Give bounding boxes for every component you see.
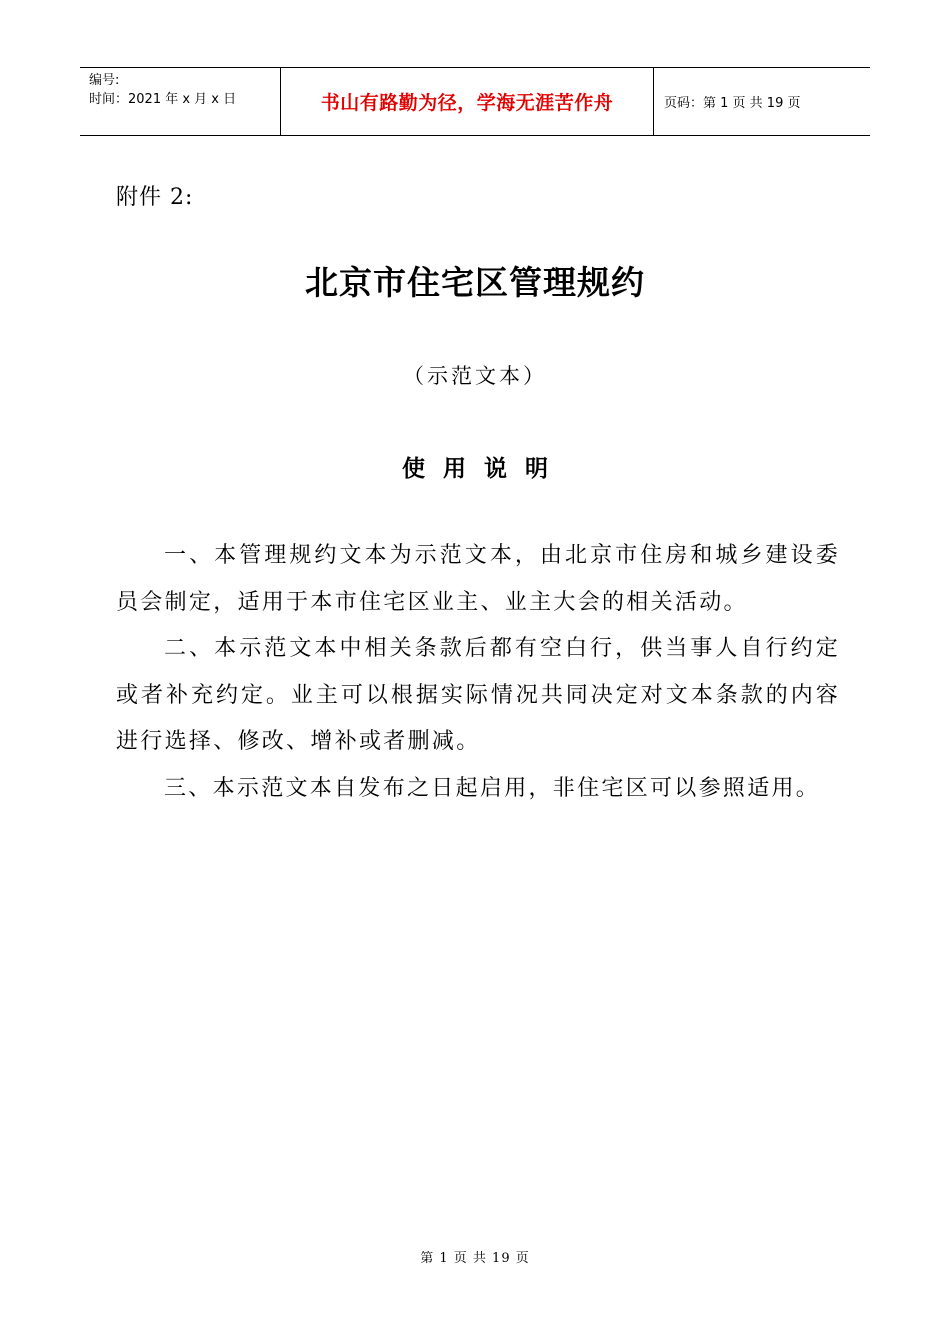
page-header bbox=[80, 67, 870, 136]
usage-paragraph-3: 三、本示范文本自发布之日起启用，非住宅区可以参照适用。 bbox=[164, 775, 821, 801]
usage-body bbox=[116, 533, 840, 812]
usage-heading: 使用说明 bbox=[402, 455, 566, 482]
usage-paragraph-2: 二、本示范文本中相关条款后都有空白行，供当事人自行约定或者补充约定。业主可以根据实际情况共同决定对文本条款的内容进行选择、修改、增补或者删减。 bbox=[116, 636, 840, 754]
header-motto: 书山有路勤为径，学海无涯苦作舟 bbox=[281, 68, 654, 135]
document-time-label: 时间：2021 年 x 月 x 日 bbox=[89, 92, 237, 107]
document-subtitle: （示范文本） bbox=[403, 364, 547, 388]
document-number-label: 编号: bbox=[89, 73, 120, 88]
header-meta bbox=[80, 68, 281, 135]
page-footer: 第 1 页 共 19 页 bbox=[420, 1251, 530, 1266]
document-title: 北京市住宅区管理规约 bbox=[305, 263, 645, 302]
header-page-info: 页码：第 1 页 共 19 页 bbox=[664, 96, 801, 111]
attachment-label: 附件 2: bbox=[116, 185, 194, 210]
usage-paragraph-1: 一、本管理规约文本为示范文本，由北京市住房和城乡建设委员会制定，适用于本市住宅区业主、业主大会的相关活动。 bbox=[116, 543, 840, 615]
